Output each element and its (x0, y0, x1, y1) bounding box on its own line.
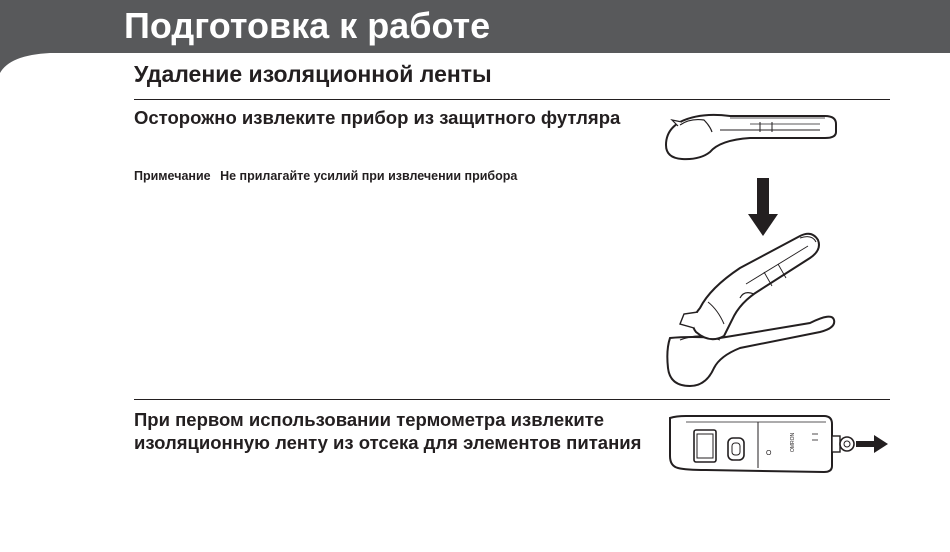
step-2-instruction: При первом использовании термометра извлеките изоляционную ленту из отсека для элементов питания (134, 409, 642, 453)
device-brand-label: OMRON (790, 432, 796, 452)
page-title: Подготовка к работе (124, 5, 491, 46)
header-corner-curve (0, 53, 50, 73)
thermometer-in-case-illustration (660, 110, 840, 160)
step-1-note (134, 168, 517, 184)
divider-bottom (134, 399, 890, 400)
thermometer-removal-illustration (660, 228, 840, 390)
note-label: Примечание (134, 169, 211, 183)
section-title: Удаление изоляционной ленты (134, 61, 492, 87)
note-text: Не прилагайте усилий при извлечении прибора (220, 169, 518, 183)
step-1-instruction: Осторожно извлеките прибор из защитного футляра (134, 107, 621, 128)
svg-text:O: O (766, 450, 772, 457)
divider-top (134, 99, 890, 100)
arrow-right-icon (856, 435, 888, 453)
